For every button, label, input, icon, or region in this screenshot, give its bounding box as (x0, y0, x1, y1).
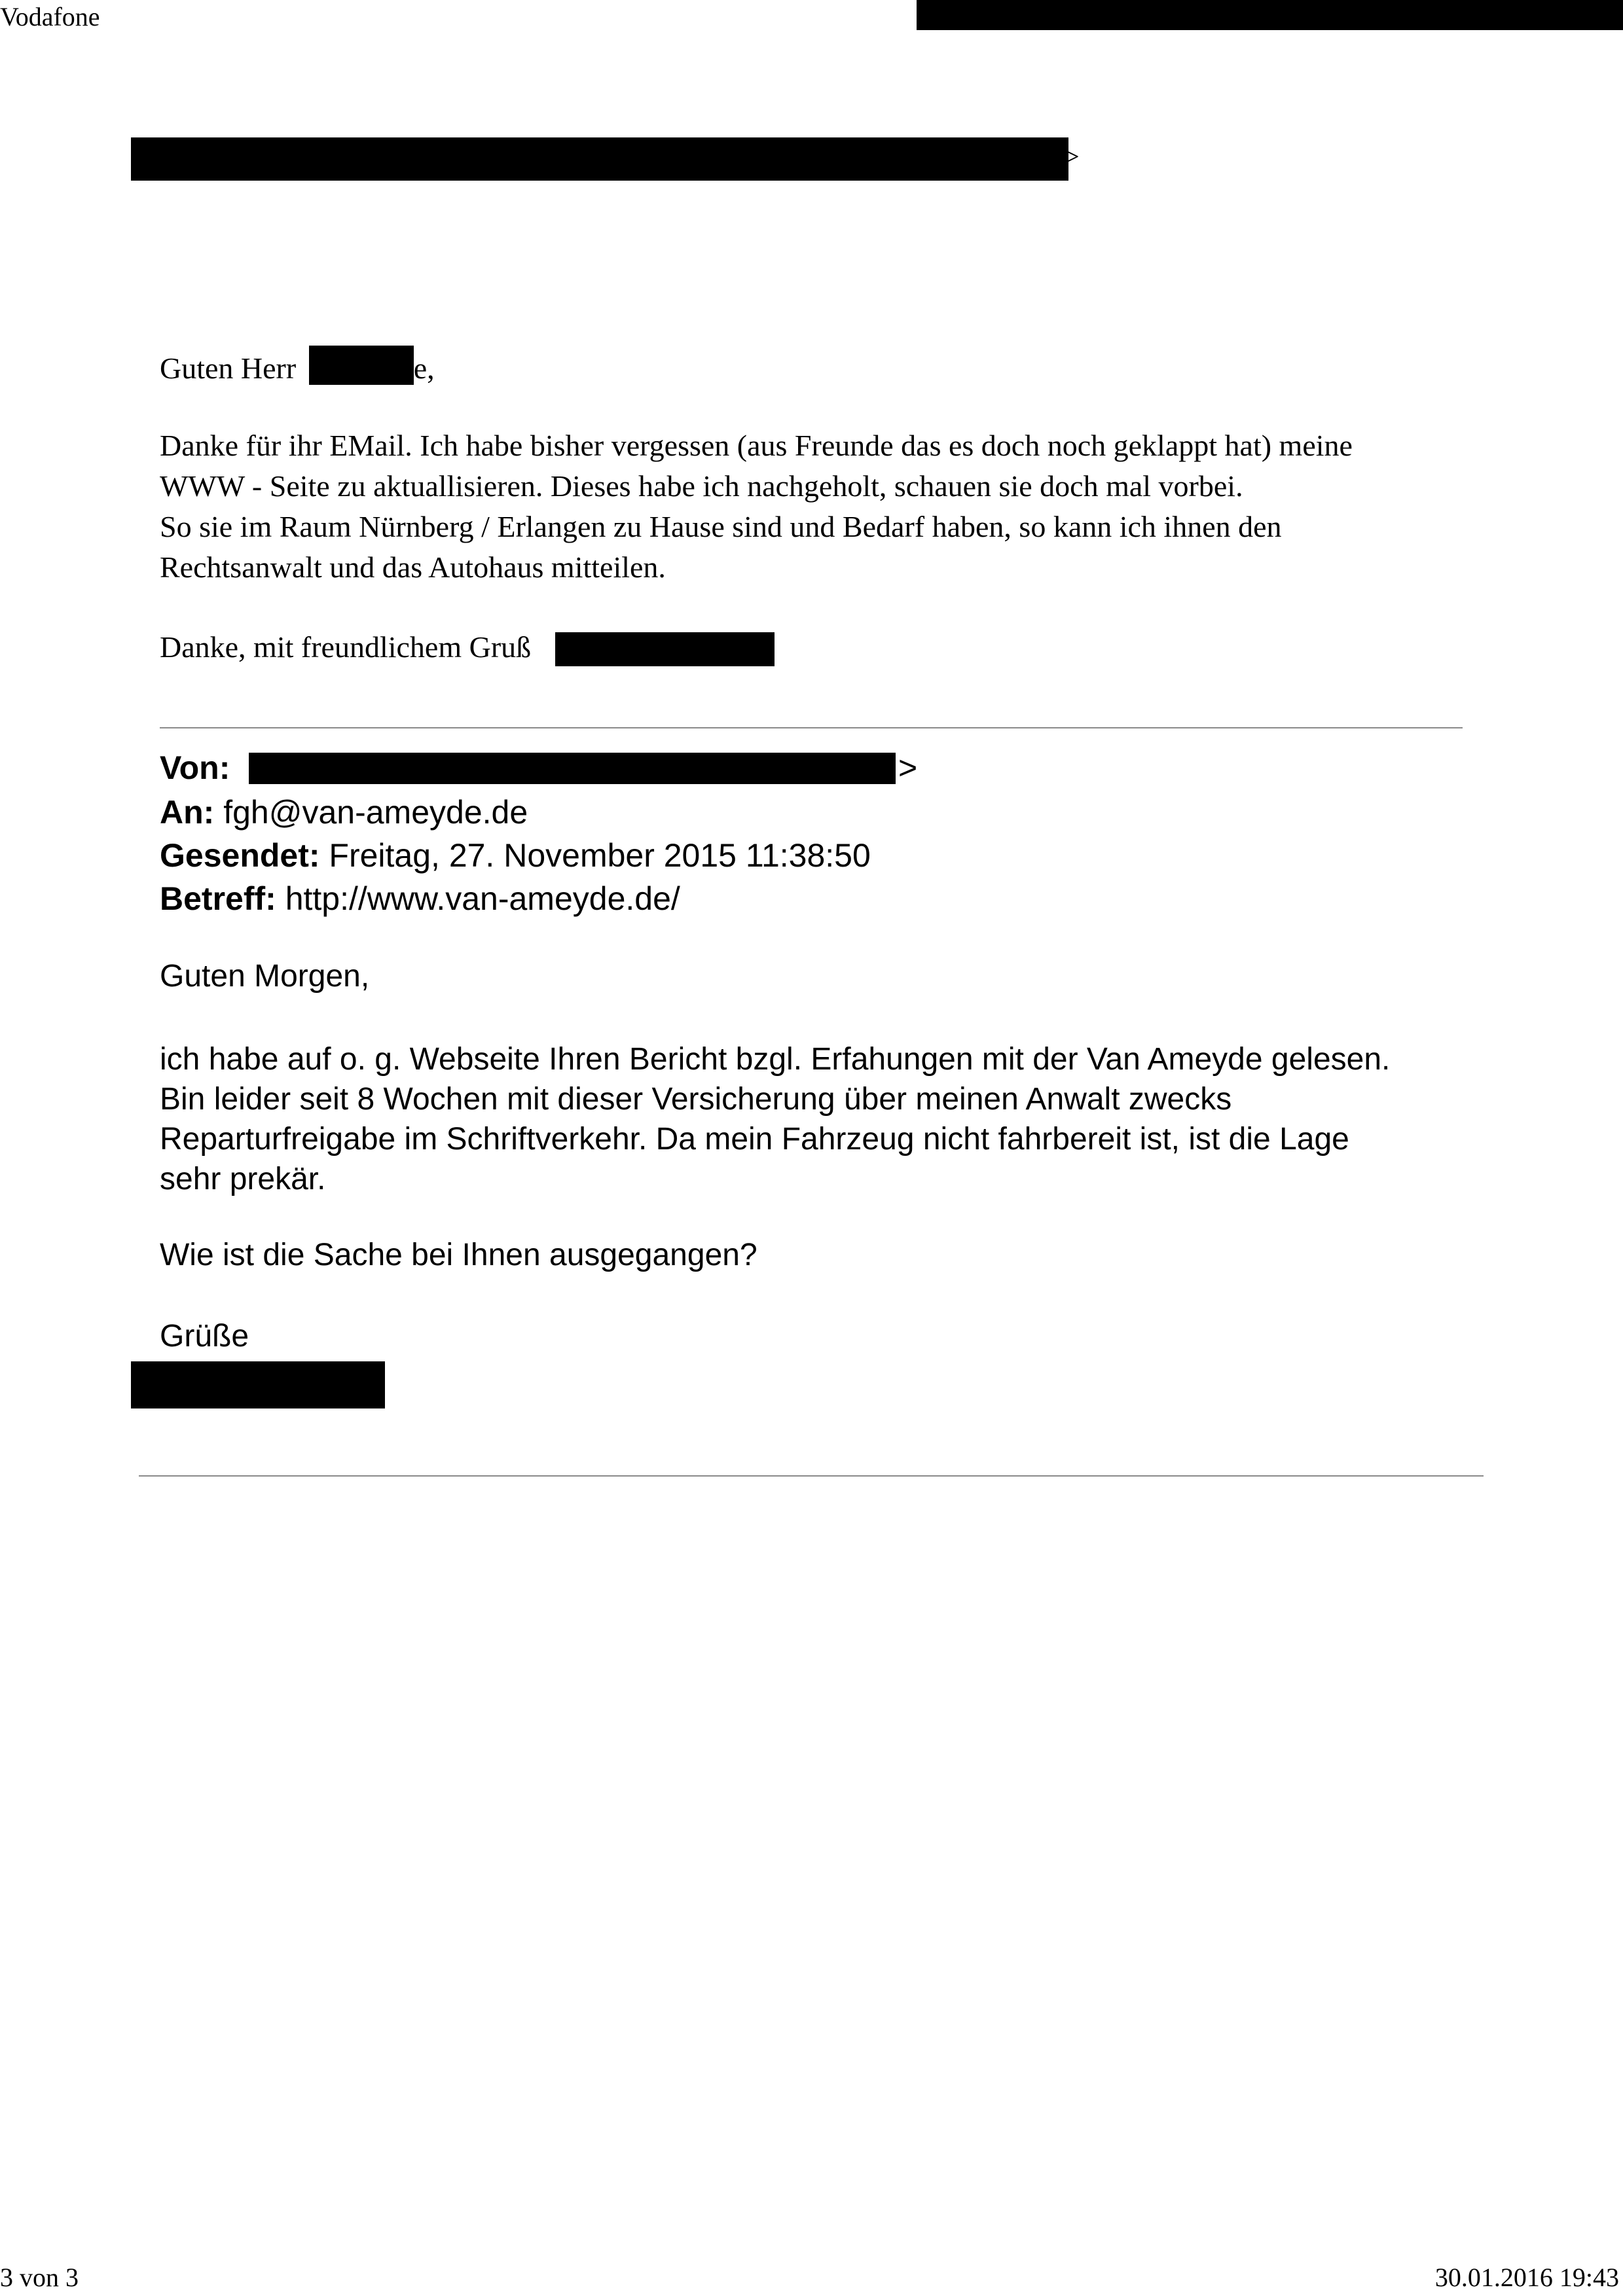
original-body (160, 1039, 1522, 1199)
body-line: ich habe auf o. g. Webseite Ihren Bericht bzgl. Erfahungen mit der Van Ameyde gelesen. (160, 1042, 1391, 1077)
salutation-prefix: Guten Herr (160, 351, 297, 385)
sent-label: Gesendet: (160, 837, 320, 874)
original-signoff: Grüße (160, 1319, 249, 1354)
redacted-recipient-name (309, 346, 414, 385)
reply-closing (160, 630, 531, 664)
print-footer-page: 3 von 3 (0, 2263, 79, 2292)
salutation-suffix: e, (413, 351, 435, 385)
original-greeting: Guten Morgen, (160, 959, 370, 994)
sent-value: Freitag, 27. November 2015 11:38:50 (329, 837, 871, 874)
header-to (160, 791, 528, 834)
redacted-subject-tail: > (1063, 141, 1080, 173)
reply-line: So sie im Raum Nürnberg / Erlangen zu Hause sind und Bedarf haben, so kann ich ihnen den (160, 510, 1282, 543)
to-value: fgh@van-ameyde.de (223, 794, 528, 831)
reply-line: WWW - Seite zu aktuallisieren. Dieses habe ich nachgeholt, schauen sie doch mal vorbei. (160, 469, 1243, 503)
original-question: Wie ist die Sache bei Ihnen ausgegangen? (160, 1238, 757, 1272)
subject-label: Betreff: (160, 880, 276, 917)
to-label: An: (160, 794, 215, 831)
closing-text: Danke, mit freundlichem Gruß (160, 630, 532, 664)
body-line: Bin leider seit 8 Wochen mit dieser Versicherung über meinen Anwalt zwecks (160, 1082, 1232, 1117)
body-line: Reparturfreigabe im Schriftverkehr. Da mein Fahrzeug nicht fahrbereit ist, ist die Lage (160, 1122, 1349, 1157)
quote-separator (160, 727, 1463, 728)
print-header-source: Vodafone (0, 2, 100, 31)
from-label: Von: (160, 749, 230, 786)
reply-line: Rechtsanwalt und das Autohaus mitteilen. (160, 550, 666, 584)
header-sent (160, 834, 871, 877)
redacted-sender-name (555, 632, 775, 666)
body-line: sehr prekär. (160, 1162, 326, 1196)
redacted-from-address (249, 753, 896, 784)
redacted-original-signature (131, 1361, 385, 1408)
redacted-subject-line (131, 137, 1068, 181)
reply-paragraph (160, 425, 1508, 588)
subject-value: http://www.van-ameyde.de/ (285, 880, 680, 917)
print-footer-datetime: 30.01.2016 19:43 (1434, 2263, 1619, 2292)
reply-line: Danke für ihr EMail. Ich habe bisher vergessen (aus Freunde das es doch noch geklappt hat) meine (160, 429, 1353, 462)
header-subject (160, 877, 680, 920)
reply-salutation (160, 346, 435, 386)
redacted-header-url (917, 0, 1623, 30)
from-suffix: > (898, 749, 918, 786)
header-from (160, 746, 230, 789)
message-end-separator (139, 1475, 1484, 1477)
